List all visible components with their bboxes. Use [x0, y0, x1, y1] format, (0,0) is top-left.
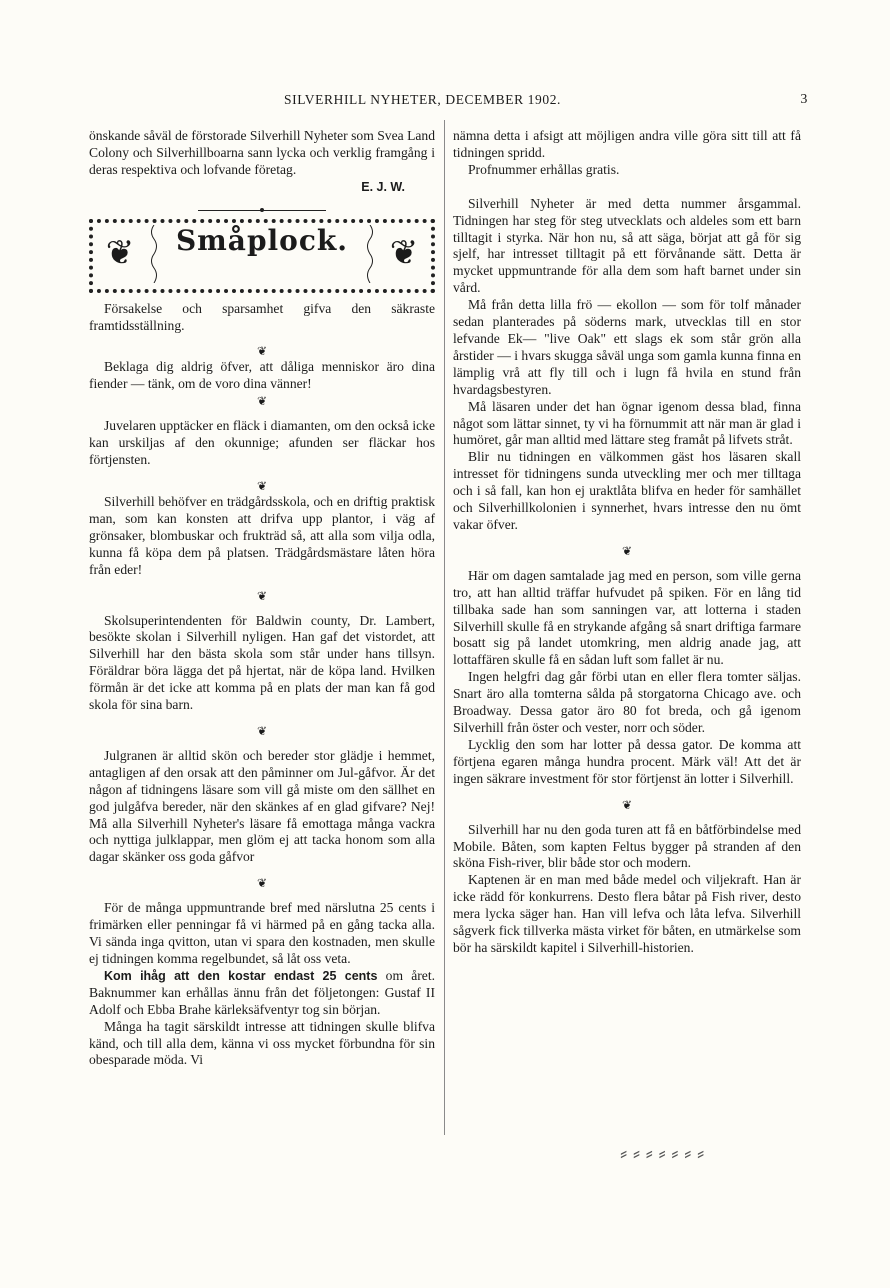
leaf-separator-icon: ❦	[621, 543, 633, 558]
smaplock-banner	[89, 219, 435, 293]
clover-ornament-icon: ❦	[105, 234, 135, 272]
wave-right-icon	[365, 225, 375, 283]
leaf-separator-icon: ❦	[256, 478, 268, 493]
page-number: 3	[800, 92, 808, 107]
column-divider	[444, 120, 445, 1135]
page-header	[88, 92, 808, 114]
bold-notice: Kom ihåg att den kostar endast 25 cents	[104, 968, 378, 983]
intro-paragraph: önskande såväl de förstorade Silverhill Nyheter som Svea Land Colony och Silverhillboarna sann lycka och verklig framgång i deras respektiva och lofvande företag.	[89, 128, 435, 177]
paragraph: Ingen helgfri dag går förbi utan en eller flera tomter säljas. Snart äro alla tomterna sålda på storgatorna Chicago ave. och Broadway. Dessa gator äro 80 fot breda, och gå igenom Silverhill från öster och vester, norr och söder.	[453, 669, 801, 735]
paragraph: Här om dagen samtalade jag med en person, som ville gerna tro, att han alltid träffar hufvudet på spiken. För en lång tid tillbaka sade han som sanningen var, att lotterna i staden Silverhill skulle få en strykande afgång så snart driftiga farmare bosatt sig på landet utomkring, men aldrig anade jag, att lottaffären skulle få en sådan luft som fallet är nu.	[453, 567, 801, 668]
ink-smudge: ⸗ ⸗ ⸗ ⸗ ⸗ ⸗ ⸗	[620, 1140, 705, 1165]
newspaper-title: SILVERHILL NYHETER, DECEMBER 1902.	[284, 92, 562, 107]
paragraph: Julgranen är alltid skön och bereder stor glädje i hemmet, antagligen af den orsak att den påminner om Jul-gåfvor. Är det någon af tidningens läsare som vill gå miste om den sällhet en god julgåfva bereder, när den skänkes af en glad gifvare? Nej! Må alla Silverhill Nyheter's läsare få emottaga många vackra och nyttiga julklappar, men glöm ej att tacka honom som alla dagar skänker oss goda gåfvor	[89, 747, 435, 865]
signature: E. J. W.	[361, 179, 405, 194]
paragraph: Silverhill behöfver en trädgårdsskola, och en driftig praktisk man, som kan konsten att drifva upp plantor, i väg af grönsaker, blombuskar och frukträd så, att alla som vilja odla, kunna få köpa dem på platsen. Trädgårdsmästare låten höra från eder!	[89, 493, 435, 577]
paragraph: Kaptenen är en man med både medel och viljekraft. Han är icke rädd för konkurrens. Desto flera båtar på Fish river, desto mera lycka säger han. Han vill lefva och låta lefva. Silverhill sågverk fick tillverka mästa virket för båten, en utmärkelse som bör ha särskildt kapitel i Silverhill-historien.	[453, 872, 801, 955]
paragraph: Juvelaren upptäcker en fläck i diamanten, om den också icke kan urskiljas af den okunnige; afunden ser fläckar hos förtjensten.	[89, 418, 435, 468]
leaf-separator-icon: ❦	[256, 723, 268, 738]
clover-ornament-icon: ❦	[389, 234, 419, 272]
leaf-separator-icon: ❦	[621, 797, 633, 812]
paragraph: Blir nu tidningen en välkommen gäst hos läsaren skall intresset för tidningens sunda utveckling mer och mer tilltaga och i så fall, kan hon ej uraktlåta blifva en heder för samhället och Silverhillkolonien i synnerhet, hvars intresse den nu ömt vakar öfver.	[453, 449, 801, 532]
paragraph: Må från detta lilla frö — ekollon — som för tolf månader sedan planterades på söderns mark, utvecklas till en stor lefvande Ek— "live Oak" ett slags ek som står grön alla årstider — i hvars skugga såväl unga som gamla kunna finna en lämplig vrå att fly till och i lugn få hvila en stund från hvardagsbestyren.	[453, 297, 801, 397]
section-rule	[198, 210, 326, 211]
leaf-separator-icon: ❦	[256, 876, 268, 891]
leaf-separator-icon: ❦	[256, 394, 268, 409]
paragraph: Lycklig den som har lotter på dessa gator. De komma att förtjena egaren många hundra procent. Märk väl! Att det är ingen säkrare investment för stor förtjenst än lotter i Silverhill.	[453, 736, 801, 786]
paragraph: Skolsuperintendenten för Baldwin county, Dr. Lambert, besökte skolan i Silverhill nyligen. Han gaf det vistordet, att Silverhill har den bästa skola som står under hans tillsyn. Föräldrar böra lägga det på hjertat, när de köpa land. Hvilken förmån är det icke att komma på en plats der man kan få god skola för sina barn.	[89, 612, 435, 713]
left-column	[89, 128, 435, 1069]
paragraph: Profnummer erhållas gratis.	[468, 161, 620, 177]
banner-title: Småplock.	[175, 223, 349, 257]
paragraph: Silverhill har nu den goda turen att få en båtförbindelse med Mobile. Båten, som kapten Feltus bygger på stranden af den sköna Fish-river, blir både stor och modern.	[453, 821, 801, 871]
paragraph: Många ha tagit särskildt intresse att tidningen skulle blifva känd, och till alla dem, känna vi oss mycket förbundna för sin obesparade möda. Vi	[89, 1018, 435, 1068]
paragraph: För de många uppmuntrande bref med närslutna 25 cents i frimärken eller penningar få vi härmed på en gång tacka alla. Vi sända inga qvitton, utan vi spara den kostnaden, men skulle ej tidningen komma regelbundet, så låt oss veta.	[89, 900, 435, 966]
paragraph: Försakelse och sparsamhet gifva den säkraste framtidsställning.	[89, 300, 435, 333]
leaf-separator-icon: ❦	[256, 588, 268, 603]
paragraph: nämna detta i afsigt att möjligen andra ville göra sitt till att få tidningen spridd.	[453, 128, 801, 160]
leaf-separator-icon: ❦	[256, 344, 268, 359]
paragraph: Må läsaren under det han ögnar igenom dessa blad, finna något som lättar sinnet, ty vi ha förnummit att när man är glad i humöret, går man alltid med lättare steg framåt på lifvets stråt.	[453, 398, 801, 448]
notice-text: om året. Baknummer kan erhållas ännu från det följetongen: Gustaf II Adolf och Ebba Brahe kärleksäfventyr tog sin början.	[89, 967, 436, 1017]
paragraph: Beklaga dig aldrig öfver, att dåliga menniskor äro dina fiender — tänk, om de voro dina vänner!	[89, 359, 435, 392]
right-column	[453, 128, 801, 957]
paragraph	[89, 968, 435, 1019]
paragraph: Silverhill Nyheter är med detta nummer årsgammal. Tidningen har steg för steg utvecklats och aldeles som ett barn tilltagit i styrka. När hon nu, så att säga, börjat att gå för sig sjelf, har intresset tilltagit på ett förvånande sätt. Detta är mycket uppmuntrande för alla dem som haft barnet under sin vård.	[453, 195, 801, 296]
